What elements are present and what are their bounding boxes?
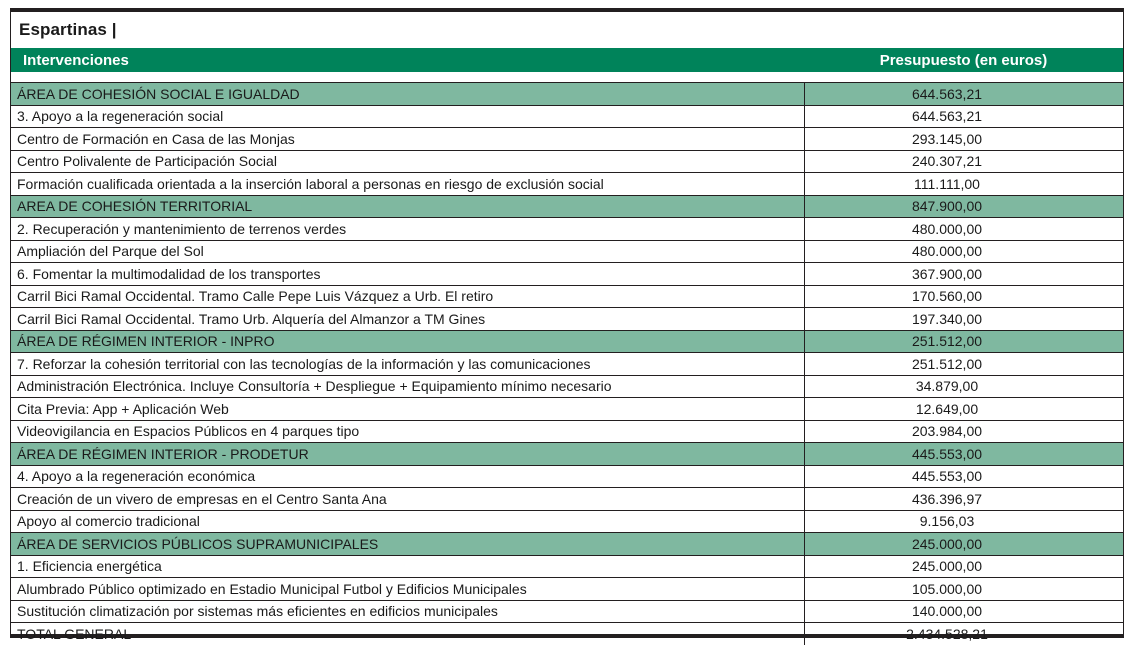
row-value: 445.553,00 [805,465,1124,488]
table-row [11,600,1123,623]
row-value: 9.156,03 [805,510,1124,533]
row-value: 245.000,00 [805,555,1124,578]
row-value: 644.563,21 [805,105,1124,128]
row-label: 6. Fomentar la multimodalidad de los transportes [11,263,805,286]
table-row [11,285,1123,308]
row-value: 445.553,00 [805,443,1124,466]
budget-table-body [11,83,1123,645]
row-value: 12.649,00 [805,398,1124,421]
row-label: 7. Reforzar la cohesión territorial con las tecnologías de la información y las comunicaciones [11,353,805,376]
table-row [11,240,1123,263]
area-row [11,83,1123,105]
row-value: 480.000,00 [805,240,1124,263]
row-value: 436.396,97 [805,488,1124,511]
row-label: Creación de un vivero de empresas en el Centro Santa Ana [11,488,805,511]
row-value: 480.000,00 [805,218,1124,241]
row-value: 111.111,00 [805,173,1124,196]
row-value: 240.307,21 [805,150,1124,173]
table-row [11,375,1123,398]
table-row [11,420,1123,443]
header-interventions: Intervenciones [23,51,129,69]
row-label: ÁREA DE COHESIÓN SOCIAL E IGUALDAD [11,83,805,105]
table-title: Espartinas | [19,20,117,39]
row-value: 251.512,00 [805,353,1124,376]
table-row [11,263,1123,286]
row-label: 1. Eficiencia energética [11,555,805,578]
row-value: 140.000,00 [805,600,1124,623]
table-row [11,465,1123,488]
row-value: 34.879,00 [805,375,1124,398]
total-row [11,623,1123,645]
row-value: 251.512,00 [805,330,1124,353]
row-label: Sustitución climatización por sistemas más eficientes en edificios municipales [11,600,805,623]
row-value: 105.000,00 [805,578,1124,601]
row-label: 3. Apoyo a la regeneración social [11,105,805,128]
table-row [11,488,1123,511]
row-label: Ampliación del Parque del Sol [11,240,805,263]
row-value: 644.563,21 [805,83,1124,105]
row-value: 293.145,00 [805,128,1124,151]
row-label: Alumbrado Público optimizado en Estadio Municipal Futbol y Edificios Municipales [11,578,805,601]
row-label: Carril Bici Ramal Occidental. Tramo Calle Pepe Luis Vázquez a Urb. El retiro [11,285,805,308]
row-label: Centro Polivalente de Participación Social [11,150,805,173]
table-row [11,150,1123,173]
table-row [11,578,1123,601]
header-budget: Presupuesto (en euros) [879,51,1048,69]
row-label: Formación cualificada orientada a la inserción laboral a personas en riesgo de exclusión social [11,173,805,196]
row-value: 245.000,00 [805,533,1124,556]
area-row [11,330,1123,353]
row-value: 203.984,00 [805,420,1124,443]
row-value: 367.900,00 [805,263,1124,286]
budget-table [11,83,1123,645]
row-label: Cita Previa: App + Aplicación Web [11,398,805,421]
row-value: 847.900,00 [805,195,1124,218]
area-row [11,443,1123,466]
row-label: AREA DE COHESIÓN TERRITORIAL [11,195,805,218]
table-row [11,308,1123,331]
table-row [11,173,1123,196]
row-label: ÁREA DE RÉGIMEN INTERIOR - INPRO [11,330,805,353]
table-row [11,510,1123,533]
area-row [11,195,1123,218]
table-row [11,353,1123,376]
row-label: Centro de Formación en Casa de las Monjas [11,128,805,151]
row-value: 170.560,00 [805,285,1124,308]
table-header [11,48,1123,72]
row-label: Apoyo al comercio tradicional [11,510,805,533]
row-label: ÁREA DE SERVICIOS PÚBLICOS SUPRAMUNICIPALES [11,533,805,556]
row-value: 197.340,00 [805,308,1124,331]
row-label: ÁREA DE RÉGIMEN INTERIOR - PRODETUR [11,443,805,466]
row-value: 2.434.528,21 [906,625,988,642]
table-row [11,218,1123,241]
row-label: Videovigilancia en Espacios Públicos en 4 parques tipo [11,420,805,443]
row-label: 2. Recuperación y mantenimiento de terrenos verdes [11,218,805,241]
row-label: 4. Apoyo a la regeneración económica [11,465,805,488]
table-row [11,105,1123,128]
table-row [11,128,1123,151]
row-label: Carril Bici Ramal Occidental. Tramo Urb. Alquería del Almanzor a TM Gines [11,308,805,331]
row-label: TOTAL GENERAL [11,623,805,645]
table-row [11,555,1123,578]
budget-table-frame [10,8,1124,642]
row-label: Administración Electrónica. Incluye Consultoría + Despliegue + Equipamiento mínimo necesario [11,375,805,398]
area-row [11,533,1123,556]
table-row [11,398,1123,421]
header-spacer [11,72,1123,83]
